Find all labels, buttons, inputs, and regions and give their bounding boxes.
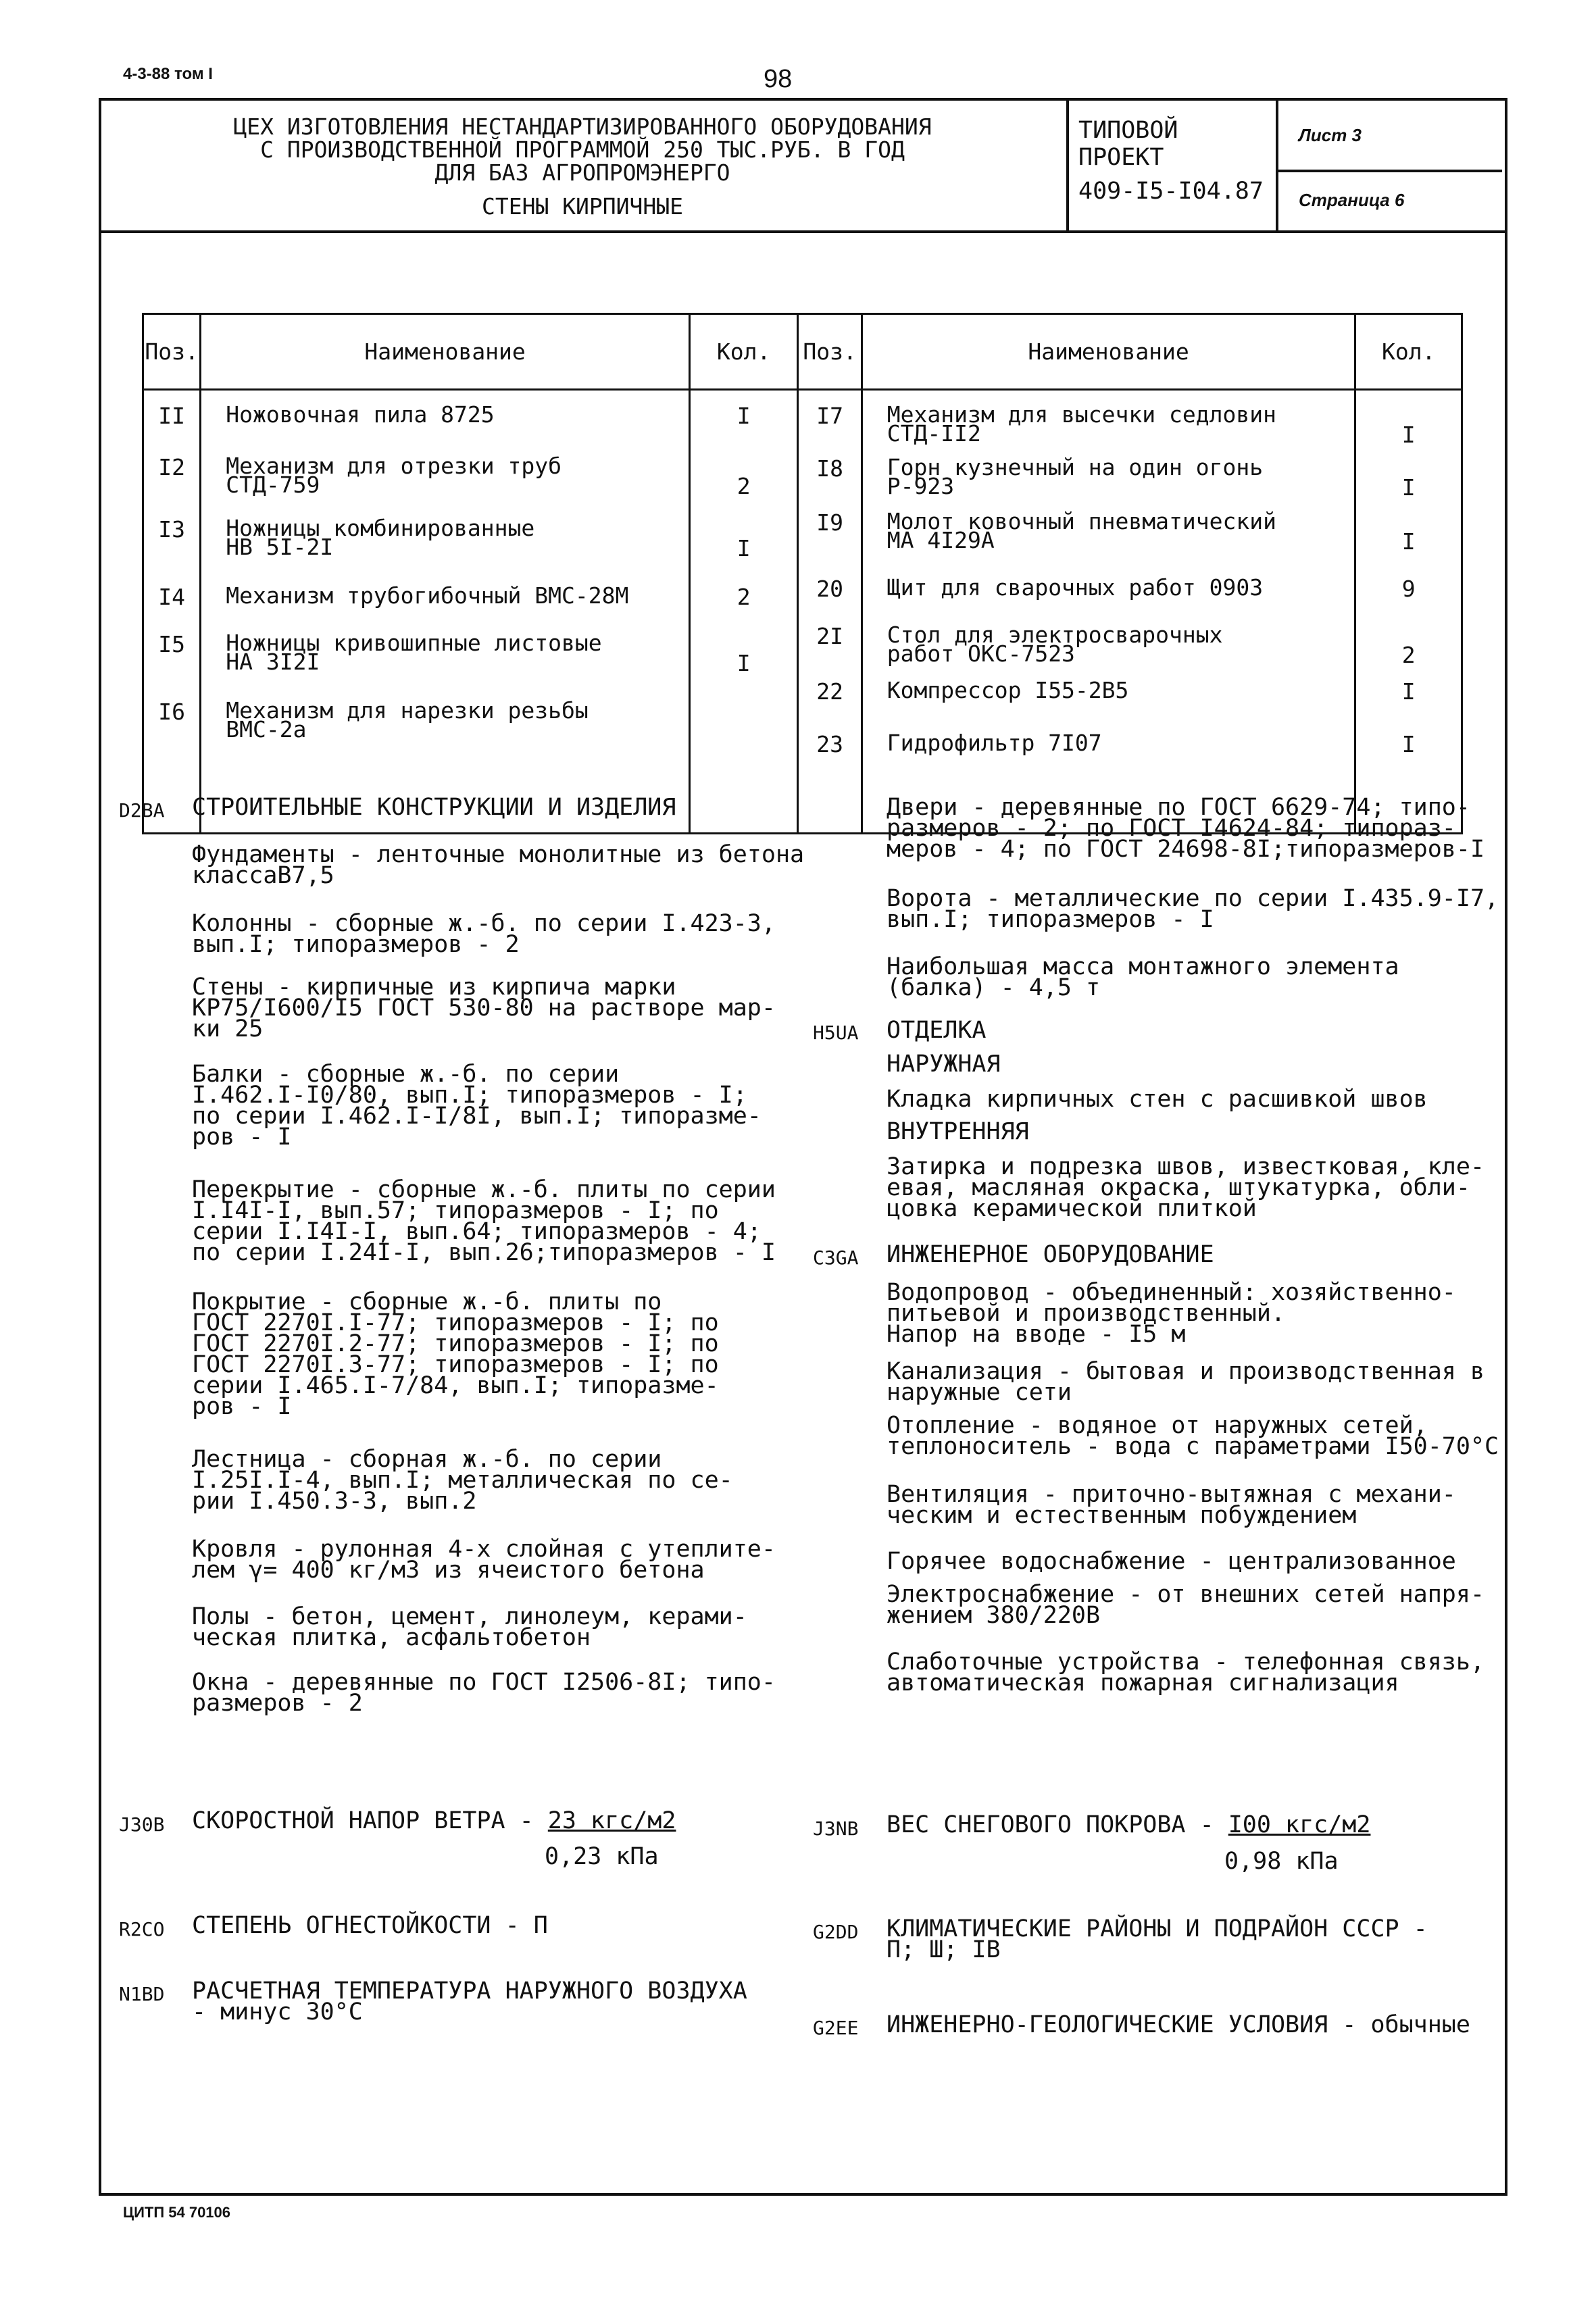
row-pos: 20: [816, 576, 843, 602]
row-name: [863, 574, 1355, 601]
para-foundations: Фундаменты - ленточные монолитные из бетона классаВ7,5: [192, 841, 805, 889]
header-pos: Поз.: [143, 314, 201, 390]
para-columns: Колонны - сборные ж.-б. по серии I.423-3, вып.I; типоразмеров - 2: [192, 910, 776, 958]
row-name-line: Ножницы кривошипные листовые: [226, 630, 602, 656]
snow-label: ВЕС СНЕГОВОГО ПОКРОВА -: [887, 1811, 1228, 1838]
sheet-cell: [1278, 98, 1502, 230]
row-qty: I: [1401, 678, 1416, 705]
eng-heating: Отопление - водяное от наружных сетей, теплоноситель - вода с параметрами I50-70°С: [887, 1412, 1499, 1460]
code-n1bd: N1BD: [119, 1983, 165, 2005]
design-temperature: РАСЧЕТНАЯ ТЕМПЕРАТУРА НАРУЖНОГО ВОЗДУХА - минус 30°С: [192, 1978, 747, 2026]
snow-line: [887, 1811, 1371, 1838]
code-j3nb: J3NB: [813, 1817, 859, 1840]
snow-si: 0,98 кПа: [1224, 1848, 1339, 1875]
header-name-2: Наименование: [862, 314, 1355, 390]
row-name-line: Гидрофильтр 7I07: [887, 730, 1102, 756]
para-floors: Перекрытие - сборные ж.-б. плиты по серии I.I4I-I, вып.57; типоразмеров - I; по серии I.I4I-I, вып.64; типоразмеров - 4; по серии I.24I-I, вып.26;типоразмеров - I: [192, 1176, 776, 1266]
row-name-line: Р-923: [887, 473, 955, 499]
row-name: [201, 515, 689, 560]
left-qty-column: [691, 391, 797, 832]
row-name-line: Механизм для отрезки труб: [226, 453, 562, 479]
footer-stamp: ЦИТП 54 70106: [123, 2204, 231, 2221]
code-g2ee: G2EE: [813, 2017, 859, 2039]
code-h5ua: H5UA: [813, 1022, 859, 1044]
page-number: 98: [764, 65, 793, 93]
row-pos: I8: [816, 455, 843, 482]
title-line-2: С ПРОИЗВОДСТВЕННОЙ ПРОГРАММОЙ 250 ТЫС.РУБ. В ГОД: [260, 136, 905, 163]
corner-reference: 4-3-88 том I: [123, 65, 213, 83]
table-header-row: [143, 314, 1462, 390]
row-qty: I: [1401, 731, 1416, 757]
title-line-1: ЦЕХ ИЗГОТОВЛЕНИЯ НЕСТАНДАРТИЗИРОВАННОГО ОБОРУДОВАНИЯ: [233, 114, 932, 140]
para-roofing: Покрытие - сборные ж.-б. плиты по ГОСТ 2270I.I-77; типоразмеров - I; по ГОСТ 2270I.2-77; типоразмеров - I; по ГОСТ 2270I.3-77; типоразмеров - I; по серии I.465.I-7/84, вып.I; типоразме- ров - I: [192, 1288, 719, 1420]
title-cell: [99, 98, 1069, 230]
row-name-line: Компрессор I55-2В5: [887, 677, 1129, 703]
row-pos: I4: [158, 584, 186, 610]
row-name-line: Ножницы комбинированные: [226, 515, 535, 541]
left-name-column: [201, 391, 689, 832]
eng-power: Электроснабжение - от внешних сетей напря- жением 380/220В: [887, 1581, 1485, 1629]
wind-value: 23 кгс/м2: [547, 1807, 676, 1834]
wind-line: [192, 1807, 676, 1834]
code-d2ba: D2BA: [119, 799, 165, 822]
row-qty: I: [737, 403, 751, 429]
heading-engineering: ИНЖЕНЕРНОЕ ОБОРУДОВАНИЕ: [887, 1241, 1214, 1268]
right-qty-column: [1356, 391, 1461, 832]
row-pos: 23: [816, 731, 843, 757]
project-label: ТИПОВОЙ ПРОЕКТ: [1078, 117, 1178, 171]
para-roof: Кровля - рулонная 4-х слойная с утеплите- лем γ= 400 кг/м3 из ячеистого бетона: [192, 1536, 776, 1584]
row-name: [863, 677, 1355, 703]
row-qty: I: [737, 650, 751, 676]
row-name-line: Горн кузнечный на один огонь: [887, 454, 1264, 480]
row-name-line: СТД-II2: [887, 420, 981, 447]
right-pos-column: [799, 391, 860, 832]
para-windows: Окна - деревянные по ГОСТ I2506-8I; типо- размеров - 2: [192, 1669, 776, 1717]
row-name-line: ВМС-2а: [226, 716, 307, 743]
row-pos: I5: [158, 631, 186, 657]
row-name: [201, 582, 689, 609]
wind-label: СКОРОСТНОЙ НАПОР ВЕТРА -: [192, 1807, 548, 1834]
para-doors: Двери - деревянные по ГОСТ 6629-74; типо- размеров - 2; по ГОСТ I4624-84; типораз- меров - 4; по ГОСТ 24698-8I;типоразмеров-I: [887, 794, 1485, 863]
row-qty: 9: [1401, 576, 1416, 602]
row-pos: I7: [816, 403, 843, 429]
row-qty: I: [1401, 474, 1416, 501]
left-pos-column: [144, 391, 199, 832]
row-pos: I3: [158, 516, 186, 543]
title-line-3: ДЛЯ БАЗ АГРОПРОМЭНЕРГО: [434, 159, 730, 186]
row-name: [863, 508, 1355, 553]
header-name: Наименование: [201, 314, 690, 390]
code-j30b: J30B: [119, 1813, 165, 1836]
eng-water: Водопровод - объединенный: хозяйственно- питьевой и производственный. Напор на вводе - I5 м: [887, 1279, 1456, 1348]
row-name-line: Щит для сварочных работ 0903: [887, 574, 1264, 601]
row-name: [863, 401, 1355, 447]
row-name-line: Механизм для нарезки резьбы: [226, 697, 589, 724]
row-pos: II: [158, 403, 186, 429]
para-stairs: Лестница - сборная ж.-б. по серии I.25I.I-4, вып.I; металлическая по се- рии I.450.3-3, вып.2: [192, 1446, 733, 1515]
header-qty: Кол.: [689, 314, 798, 390]
row-pos: 22: [816, 678, 843, 705]
row-qty: 2: [737, 473, 751, 499]
inner-text: Затирка и подрезка швов, известковая, кле- евая, масляная окраска, штукатурка, обли- цовка керамической плиткой: [887, 1153, 1485, 1222]
title-block: [99, 98, 1507, 233]
row-name-line: работ ОКС-7523: [887, 640, 1075, 667]
para-floor-cover: Полы - бетон, цемент, линолеум, керами- ческая плитка, асфальтобетон: [192, 1603, 747, 1651]
snow-value: I00 кгс/м2: [1228, 1811, 1371, 1838]
equipment-table: [142, 313, 1463, 834]
eng-ventilation: Вентиляция - приточно-вытяжная с механи- ческим и естественным побуждением: [887, 1481, 1456, 1529]
code-r2co: R2CO: [119, 1918, 165, 1940]
row-name-line: СТД-759: [226, 472, 320, 498]
row-pos: I9: [816, 509, 843, 536]
sub-outer: НАРУЖНАЯ: [887, 1051, 1001, 1078]
code-g2dd: G2DD: [813, 1921, 859, 1943]
eng-sewer: Канализация - бытовая и производственная в наружные сети: [887, 1358, 1485, 1406]
row-qty: I: [1401, 422, 1416, 448]
row-name: [201, 630, 689, 675]
row-name-line: НВ 5I-2I: [226, 534, 334, 560]
geo-conditions: ИНЖЕНЕРНО-ГЕОЛОГИЧЕСКИЕ УСЛОВИЯ - обычные: [887, 2011, 1470, 2038]
row-name-line: Молот ковочный пневматический: [887, 508, 1276, 534]
para-beams: Балки - сборные ж.-б. по серии I.462.I-I0/80, вып.I; типоразмеров - I; по серии I.462.I-I/8I, вып.I; типоразме- ров - I: [192, 1061, 762, 1151]
row-name: [201, 453, 689, 498]
outer-text: Кладка кирпичных стен с расшивкой швов: [887, 1086, 1428, 1113]
header-qty-2: Кол.: [1355, 314, 1462, 390]
eng-low-current: Слаботочные устройства - телефонная связь, автоматическая пожарная сигнализация: [887, 1649, 1485, 1696]
row-pos: 2I: [816, 623, 843, 649]
heading-constructions: СТРОИТЕЛЬНЫЕ КОНСТРУКЦИИ И ИЗДЕЛИЯ: [192, 794, 676, 821]
para-max-mass: Наибольшая масса монтажного элемента (балка) - 4,5 т: [887, 953, 1399, 1001]
row-name: [863, 622, 1355, 667]
row-qty: I: [1401, 528, 1416, 555]
row-qty: I: [737, 535, 751, 561]
para-walls: Стены - кирпичные из кирпича марки КР75/I600/I5 ГОСТ 530-80 на растворе мар- ки 25: [192, 974, 776, 1042]
table-body-row: [143, 390, 1462, 834]
header-pos-2: Поз.: [798, 314, 862, 390]
row-name-line: Стол для электросварочных: [887, 622, 1223, 648]
project-cell: [1069, 98, 1278, 230]
row-name: [201, 401, 689, 428]
row-name: [201, 697, 689, 743]
wind-si: 0,23 кПа: [545, 1843, 659, 1870]
row-qty: 2: [1401, 642, 1416, 668]
row-name-line: Механизм трубогибочный ВМС-28М: [226, 582, 629, 609]
eng-hot-water: Горячее водоснабжение - централизованное: [887, 1548, 1456, 1575]
para-gates: Ворота - металлические по серии I.435.9-I7, вып.I; типоразмеров - I: [887, 885, 1499, 933]
row-name-line: Механизм для высечки седловин: [887, 401, 1276, 428]
row-name-line: Ножовочная пила 8725: [226, 401, 495, 428]
project-number: 409-I5-I04.87: [1078, 178, 1264, 205]
row-pos: I6: [158, 699, 186, 725]
sheet-label: Лист 3: [1278, 98, 1502, 172]
row-pos: I2: [158, 454, 186, 480]
code-c3ga: C3GA: [813, 1247, 859, 1269]
title-line-4: СТЕНЫ КИРПИЧНЫЕ: [481, 193, 683, 220]
right-name-column: [863, 391, 1355, 832]
row-name-line: НА 3I2I: [226, 649, 320, 675]
row-name: [863, 454, 1355, 499]
fire-resistance: СТЕПЕНЬ ОГНЕСТОЙКОСТИ - П: [192, 1912, 548, 1939]
climate-regions: КЛИМАТИЧЕСКИЕ РАЙОНЫ И ПОДРАЙОН СССР - П; Ш; IВ: [887, 1915, 1428, 1963]
row-name: [863, 730, 1355, 756]
heading-finish: ОТДЕЛКА: [887, 1017, 987, 1044]
row-qty: 2: [737, 584, 751, 610]
page-label: Страница 6: [1299, 190, 1405, 210]
row-name-line: МА 4I29А: [887, 527, 995, 553]
sub-inner: ВНУТРЕННЯЯ: [887, 1118, 1029, 1145]
